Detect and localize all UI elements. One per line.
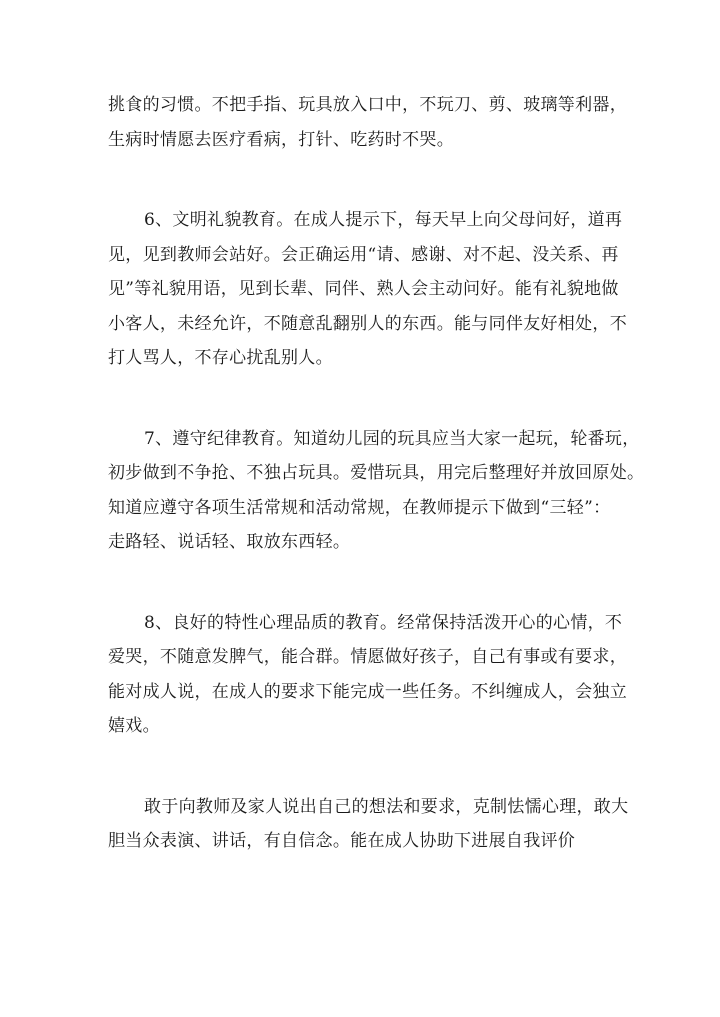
text-line: 初步做到不争抢、不独占玩具。爱惜玩具，用完后整理好并放回原处。 [108,463,645,483]
paragraph-character [108,606,627,744]
paragraph-safety-continued [108,88,627,157]
document-page [108,88,645,859]
text-line: 走路轻、说话轻、取放东西轻。 [108,532,351,552]
paragraph-gap [108,560,618,606]
text-line: 见，见到教师会站好。会正确运用“请、感谢、对不起、没关系、再 [108,244,619,265]
text-line: 6、文明礼貌教育。在成人提示下，每天早上向父母问好，道再 [144,210,623,230]
text-line: 爱哭，不随意发脾气，能合群。情愿做好孩子，自己有事或有要求， [108,647,627,667]
paragraph-politeness [108,203,627,376]
text-line: 8、良好的特性心理品质的教育。经常保持活泼开心的心情，不 [144,612,623,633]
text-line: 嬉戏。 [108,716,160,736]
text-line: 打人骂人，不存心扰乱别人。 [108,348,333,368]
text-line: 知道应遵守各项生活常规和活动常规，在教师提示下做到“三轻”： [108,497,611,518]
text-line: 挑食的习惯。不把手指、玩具放入口中，不玩刀、剪、玻璃等利器， [108,95,627,115]
text-line: 敢于向教师及家人说出自己的想法和要求，克制怯懦心理，敢大 [144,796,629,817]
paragraph-gap [108,376,618,422]
text-line: 能对成人说，在成人的要求下能完成一些任务。不纠缠成人，会独立 [108,681,627,702]
text-line: 见”等礼貌用语，见到长辈、同伴、熟人会主动问好。能有礼貌地做 [108,279,619,299]
text-line: 小客人，未经允许，不随意乱翻别人的东西。能与同伴友好相处，不 [108,313,627,334]
text-line: 胆当众表演、讲话，有自信念。能在成人协助下进展自我评价 [108,831,576,851]
text-line: 7、遵守纪律教育。知道幼儿园的玩具应当大家一起玩，轮番玩， [144,428,640,449]
paragraph-gap [108,157,618,203]
paragraph-discipline [108,422,645,560]
paragraph-gap [108,744,618,790]
paragraph-confidence [108,790,629,859]
text-line: 生病时情愿去医疗看病，打针、吃药时不哭。 [108,129,454,150]
